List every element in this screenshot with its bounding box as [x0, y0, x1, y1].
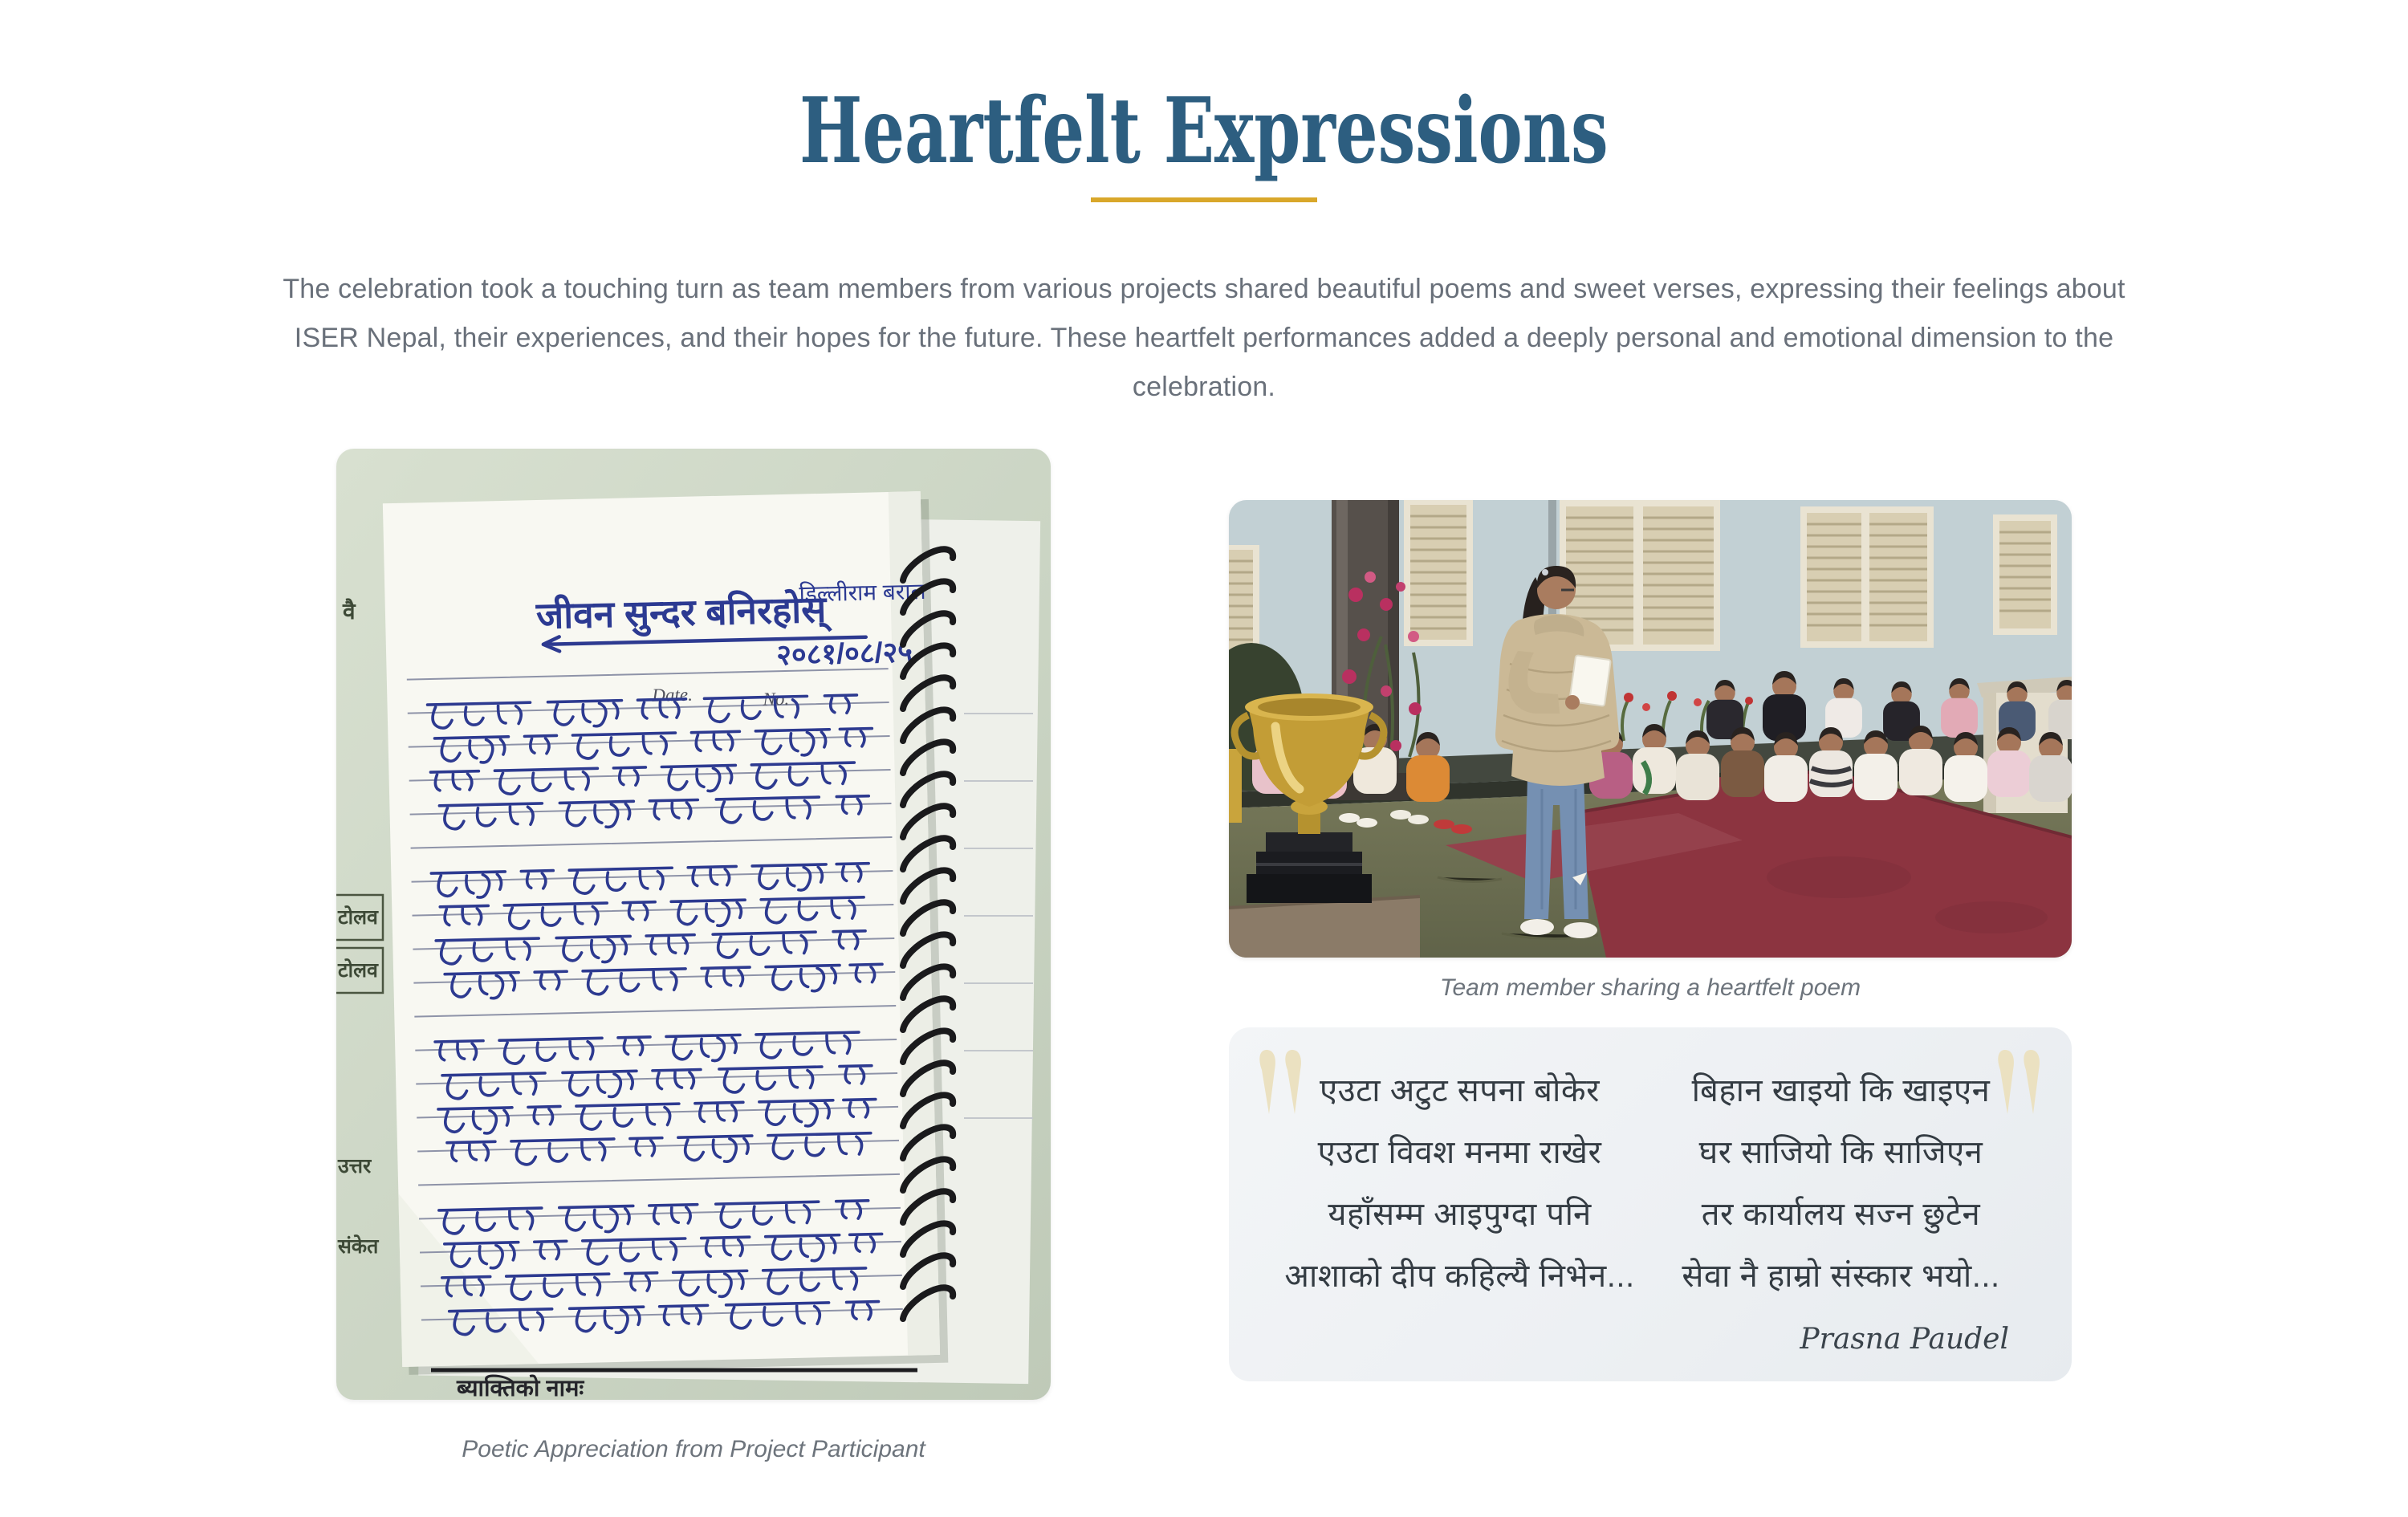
- quote-icon: [1256, 1048, 1306, 1117]
- notebook-caption: Poetic Appreciation from Project Participant: [462, 1436, 925, 1462]
- event-figure: [1229, 500, 2072, 1003]
- handwritten-author: डिल्लीराम बराल: [799, 578, 926, 607]
- quote-line: सेवा नै हाम्रो संस्कार भयो...: [1682, 1259, 2000, 1294]
- quote-columns: [1269, 1072, 2032, 1320]
- event-caption: Team member sharing a heartfelt poem: [1439, 974, 1861, 1001]
- handwritten-date: २०८१/०८/२५: [775, 635, 913, 672]
- handwritten-title: जीवन सुन्दर बनिरहोस्: [535, 588, 827, 636]
- form-fragment: टोलव: [338, 906, 378, 929]
- quote-icon: [1995, 1048, 2044, 1117]
- window: [1800, 506, 1934, 648]
- content-columns: [0, 449, 2408, 1465]
- form-fragment: टोलव: [338, 959, 378, 982]
- quote-line: यहाँसम्म आइपुग्दा पनि: [1328, 1197, 1592, 1232]
- hair-clip: [1542, 569, 1548, 575]
- window: [1404, 500, 1473, 646]
- quote-line: घर साजियो कि साजिएन: [1698, 1135, 1983, 1170]
- side-table: [1229, 897, 1420, 958]
- title-divider: [1091, 197, 1317, 202]
- notebook-photo: [336, 449, 1051, 1400]
- quote-line: तर कार्यालय सज्न छुटेन: [1701, 1197, 1981, 1232]
- form-fragment: वै: [343, 599, 356, 624]
- event-photo: [1229, 500, 2072, 958]
- notebook-photo-illustration: [336, 449, 1051, 1400]
- event-photo-illustration: [1229, 500, 2072, 958]
- quote-line: एउटा अटुट सपना बोकेर: [1320, 1073, 1600, 1108]
- printed-no-label: No.: [763, 688, 790, 710]
- intro-paragraph: The celebration took a touching turn as team members from various projects shared beautiful poems and sweet verses, expressing their feelings about ISER Nepal, their experiences, and their hopes for the future. These heartfelt performances added a deeply personal and emotional dimension to the celebration.: [283, 274, 2125, 402]
- quote-line: आशाको दीप कहिल्यै निभेन...: [1284, 1259, 1635, 1294]
- form-fragment: संकेत: [338, 1235, 379, 1258]
- window: [1229, 545, 1259, 657]
- quote-column-right: [1650, 1072, 2032, 1320]
- quote-attribution: Prasna Paudel: [1800, 1323, 2009, 1356]
- right-column: [1229, 449, 2072, 1381]
- form-fragment: ब्याक्तिको नामः: [457, 1376, 584, 1400]
- form-fragment: उत्तर: [338, 1155, 372, 1177]
- quote-box: [1229, 1027, 2072, 1381]
- quote-column-left: [1269, 1072, 1650, 1320]
- printed-date-label: Date.: [652, 684, 694, 706]
- window: [1993, 514, 2057, 635]
- notebook-page: [383, 491, 948, 1375]
- notebook-figure: [336, 449, 1051, 1465]
- quote-line: बिहान खाइयो कि खाइएन: [1691, 1073, 1991, 1108]
- page-title: Heartfelt Expressions: [799, 79, 1609, 184]
- quote-line: एउटा विवश मनमा राखेर: [1317, 1135, 1602, 1170]
